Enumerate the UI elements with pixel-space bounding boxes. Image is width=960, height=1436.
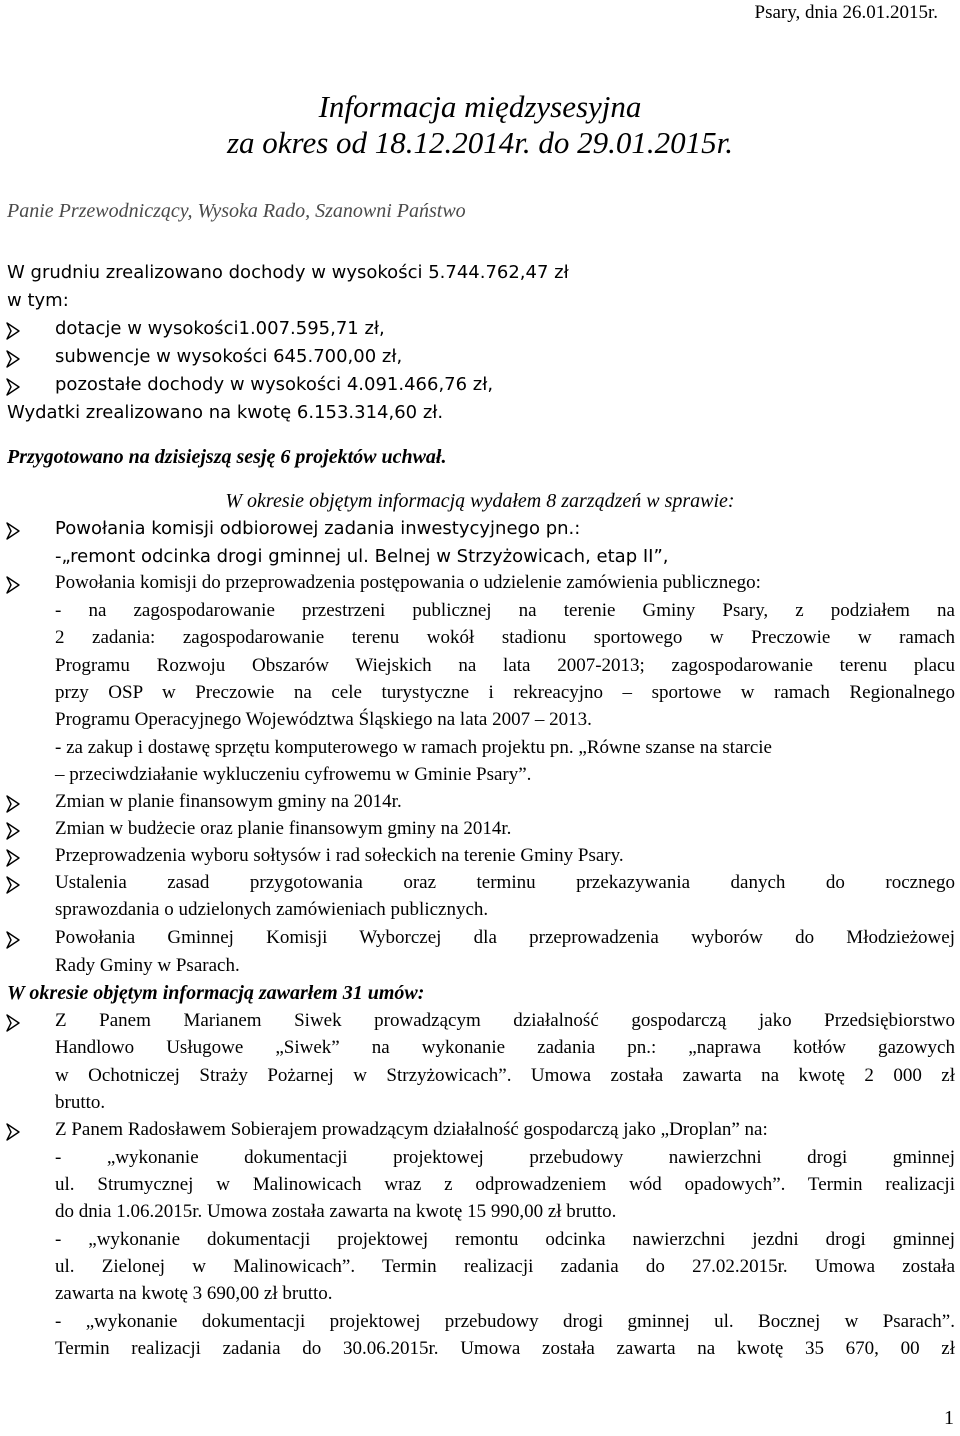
order-line: Rady Gminy w Psarach. (55, 955, 240, 976)
orders-heading: W okresie objętym informacją wydałem 8 zarządzeń w sprawie: (225, 490, 735, 512)
contract-line: w Ochotniczej Straży Pożarnej w Strzyżowicach”. Umowa została zawarta na kwotę 2 000 zł (55, 1065, 955, 1086)
contract-line: brutto. (55, 1092, 106, 1113)
arrow-bullet-icon (6, 1123, 20, 1141)
order-line: Zmian w budżecie oraz planie finansowym gminy na 2014r. (55, 818, 512, 839)
arrow-bullet-icon (6, 378, 20, 396)
order-line: przy OSP w Preczowie na cele turystyczne i rekreacyjno – sportowe w ramach Regionalnego (55, 682, 955, 703)
including-label: w tym: (7, 290, 69, 311)
arrow-bullet-icon (6, 849, 20, 867)
income-line: W grudniu zrealizowano dochody w wysokości 5.744.762,47 zł (7, 262, 569, 283)
order-line: – przeciwdziałanie wykluczeniu cyfrowemu w Gminie Psary”. (55, 764, 532, 785)
title-line-2: za okres od 18.12.2014r. do 29.01.2015r. (226, 125, 734, 160)
contract-line: - „wykonanie dokumentacji projektowej przebudowy drogi gminnej ul. Bocznej w Psarach”. (55, 1311, 955, 1332)
contract-line: ul. Zielonej w Malinowicach”. Termin realizacji zadania do 27.02.2015r. Umowa została (55, 1256, 955, 1277)
contract-line: - „wykonanie dokumentacji projektowej przebudowy nawierzchni drogi gminnej (55, 1147, 955, 1168)
arrow-bullet-icon (6, 795, 20, 813)
arrow-bullet-icon (6, 1014, 20, 1032)
greeting: Panie Przewodniczący, Wysoka Rado, Szanowni Państwo (7, 200, 466, 222)
arrow-bullet-icon (6, 576, 20, 594)
contract-line: ul. Strumycznej w Malinowicach wraz z odprowadzeniem wód opadowych”. Termin realizacji (55, 1174, 955, 1195)
arrow-bullet-icon (6, 822, 20, 840)
order-line: - na zagospodarowanie przestrzeni publicznej na terenie Gminy Psary, z podziałem na (55, 600, 955, 621)
page-number: 1 (944, 1407, 954, 1429)
contract-line: Z Panem Radosławem Sobierajem prowadzącym działalność gospodarczą jako „Droplan” na: (55, 1119, 768, 1140)
contract-line: do dnia 1.06.2015r. Umowa została zawarta na kwotę 15 990,00 zł brutto. (55, 1201, 617, 1222)
arrow-bullet-icon (6, 522, 20, 540)
order-line: -„remont odcinka drogi gminnej ul. Belnej w Strzyżowicach, etap II”, (55, 546, 669, 567)
arrow-bullet-icon (6, 350, 20, 368)
arrow-bullet-icon (6, 322, 20, 340)
contracts-heading: W okresie objętym informacją zawarłem 31 umów: (7, 982, 425, 1004)
order-line: Powołania komisji odbiorowej zadania inwestycyjnego pn.: (55, 518, 581, 539)
contract-line: zawarta na kwotę 3 690,00 zł brutto. (55, 1283, 333, 1304)
contract-line: Z Panem Marianem Siwek prowadzącym działalność gospodarczą jako Przedsiębiorstwo (55, 1010, 955, 1031)
order-line: 2 zadania: zagospodarowanie terenu wokół stadionu sportowego w Preczowie w ramach (55, 627, 955, 648)
finance-item: subwencje w wysokości 645.700,00 zł, (55, 346, 403, 367)
contract-line: Handlowo Usługowe „Siwek” na wykonanie zadania pn.: „naprawa kotłów gazowych (55, 1037, 955, 1058)
contract-line: - „wykonanie dokumentacji projektowej remontu odcinka nawierzchni jezdni drogi gminnej (55, 1229, 955, 1250)
order-line: Ustalenia zasad przygotowania oraz terminu przekazywania danych do rocznego (55, 872, 955, 893)
projects-line: Przygotowano na dzisiejszą sesję 6 projektów uchwał. (7, 446, 447, 468)
order-line: sprawozdania o udzielonych zamówieniach publicznych. (55, 899, 489, 920)
contract-line: Termin realizacji zadania do 30.06.2015r. Umowa została zawarta na kwotę 35 670, 00 zł (55, 1338, 955, 1359)
expenses-line: Wydatki zrealizowano na kwotę 6.153.314,60 zł. (7, 402, 444, 423)
order-line: - za zakup i dostawę sprzętu komputerowego w ramach projektu pn. „Równe szanse na starcie (55, 737, 772, 758)
order-line: Zmian w planie finansowym gminy na 2014r. (55, 791, 402, 812)
document-date: Psary, dnia 26.01.2015r. (754, 2, 938, 23)
arrow-bullet-icon (6, 931, 20, 949)
order-line: Przeprowadzenia wyboru sołtysów i rad sołeckich na terenie Gminy Psary. (55, 845, 624, 866)
order-line: Programu Rozwoju Obszarów Wiejskich na lata 2007-2013; zagospodarowanie terenu placu (55, 655, 955, 676)
order-line: Powołania komisji do przeprowadzenia postępowania o udzielenie zamówienia publicznego: (55, 572, 761, 593)
title-line-1: Informacja międzysesyjna (318, 89, 642, 124)
finance-item: pozostałe dochody w wysokości 4.091.466,76 zł, (55, 374, 494, 395)
order-line: Powołania Gminnej Komisji Wyborczej dla przeprowadzenia wyborów do Młodzieżowej (55, 927, 955, 948)
order-line: Programu Operacyjnego Województwa Śląskiego na lata 2007 – 2013. (55, 709, 592, 730)
arrow-bullet-icon (6, 876, 20, 894)
finance-item: dotacje w wysokości1.007.595,71 zł, (55, 318, 385, 339)
